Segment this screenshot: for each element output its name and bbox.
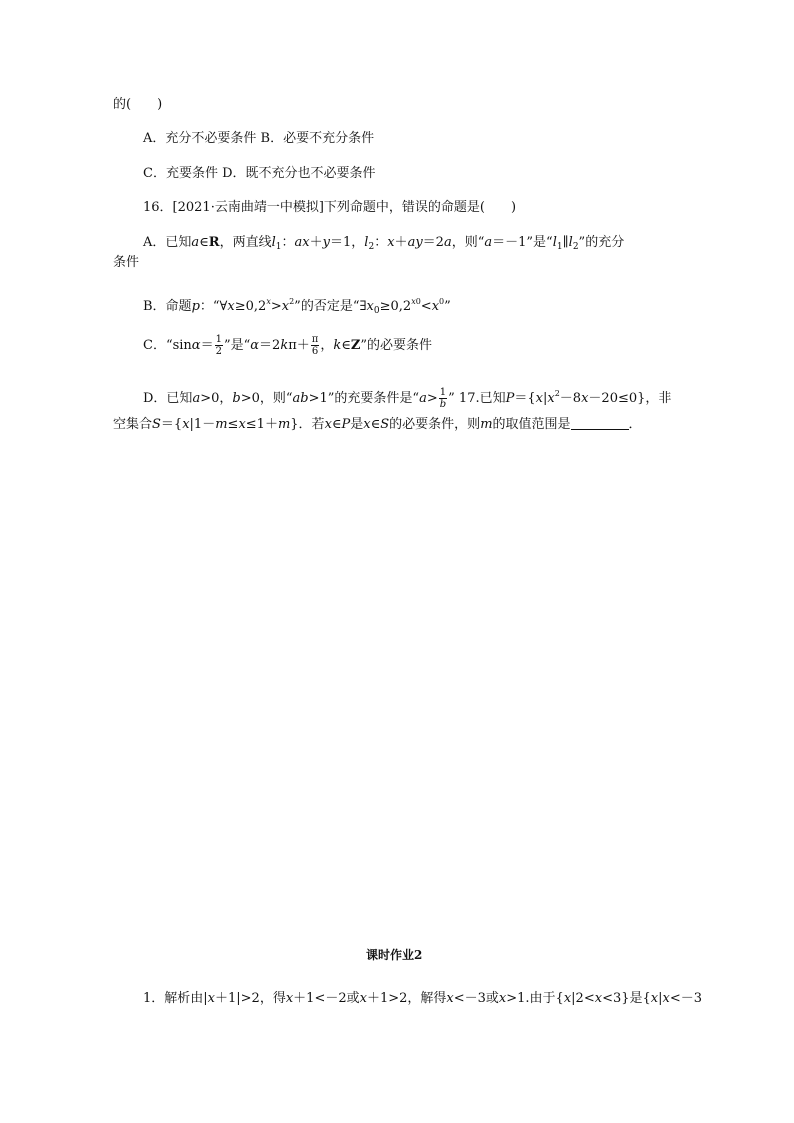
q16-option-a-line2: 条件 [113,255,140,270]
answer-q1: 1．解析由|x＋1|>2，得x＋1<－2或x＋1>2，解得x<－3或x>1.由于{x|2<x<3}是{x|x<－3 [143,991,703,1006]
answer-blank [571,429,629,430]
q15-stem-tail: 的( ) [113,97,163,112]
q17-line2: 空集合S＝{x|1－m≤x≤1＋m}．若x∈P是x∈S的必要条件，则m的取值范围是 ． [113,417,642,432]
answers-title: 课时作业2 [366,948,423,962]
fraction-pi-over-6: $\frac{\pi}{6}$ [311,334,319,357]
q16-option-a-line1: A．已知a∈R，两直线$l_1$：ax＋y＝1，$l_2$：x＋ay＝2a，则“a＝－1”是“$l_1\parallel l_2$”的充分 [143,235,625,252]
q16-option-c: C．“sinα＝ $\frac{1}{2}$ ”是“α＝2kπ＋ $\frac{\pi}{6}$ ，k∈Z”的必要条件 [143,334,433,357]
q16-option-d-and-q17: D．已知a>0，b>0，则“ab>1”的充要条件是“a> $\frac{1}{b}$ ” 17.已知$P=\{x|x^2-8x-20\le 0\}$，非 [143,387,672,410]
q15-options-ab: A．充分不必要条件 B．必要不充分条件 [143,131,375,146]
q15-options-cd: C．充要条件 D．既不充分也不必要条件 [143,166,376,181]
fraction-one-over-b: $\frac{1}{b}$ [439,387,447,410]
q16-option-b: B．命题p：“$\forall x\ge 0,2^x>x^2$”的否定是“$\exists x_0\ge 0,2^{x0}<x^0$” [143,297,451,316]
q16-stem: 16．[2021·云南曲靖一中模拟]下列命题中，错误的命题是( ) [143,200,517,215]
fraction-one-half: $\frac{1}{2}$ [215,334,222,357]
